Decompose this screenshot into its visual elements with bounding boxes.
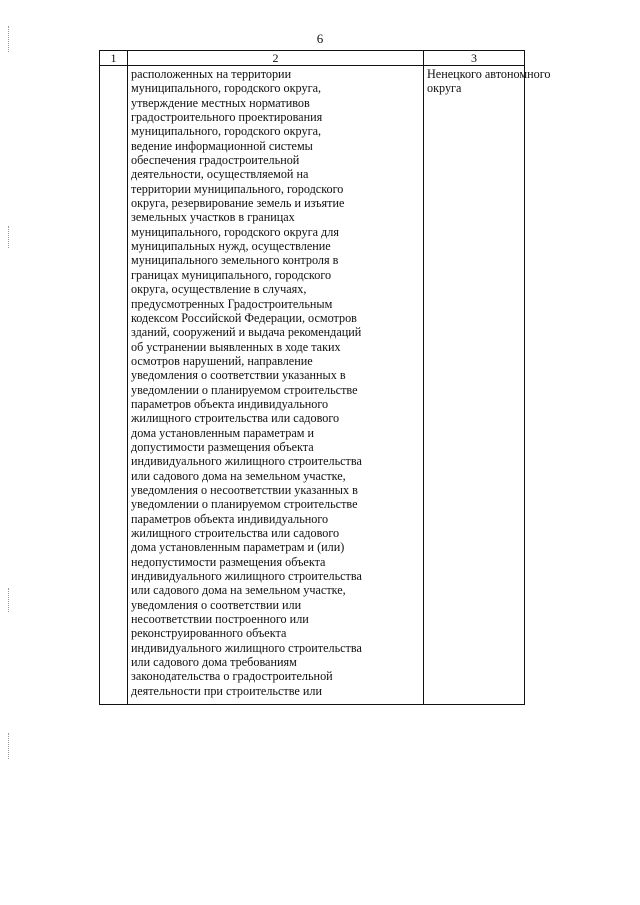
column-2-text-line: недопустимости размещения объекта (131, 554, 326, 569)
column-2-text-line: муниципального, городского округа, (131, 81, 322, 96)
column-2-text-line: муниципального, городского округа для (131, 224, 339, 239)
column-2-text-line: земельных участков в границах (131, 210, 295, 225)
column-2-text-line: муниципальных нужд, осуществление (131, 239, 331, 254)
column-header-1: 1 (110, 51, 117, 65)
column-2-text-line: уведомлении о планируемом строительстве (131, 497, 358, 512)
column-2-text-line: обеспечения градостроительной (131, 153, 300, 168)
column-2-text-line: ведение информационной системы (131, 138, 313, 153)
column-header-2: 2 (272, 51, 279, 65)
column-2-text-line: зданий, сооружений и выдача рекомендаций (131, 325, 362, 340)
column-divider-2 (423, 51, 424, 704)
column-3-text-line: округа (427, 81, 462, 96)
column-2-text-line: утверждение местных нормативов (131, 95, 310, 110)
column-2-text-line: уведомления о несоответствии указанных в (131, 482, 358, 497)
column-header-3: 3 (471, 51, 477, 65)
column-2-text-line: уведомления о соответствии указанных в (131, 368, 346, 383)
document-table (99, 50, 551, 705)
column-2-text-line: дома установленным параметрам и (131, 425, 315, 440)
column-2-text-line: округа, осуществление в случаях, (131, 282, 307, 297)
column-2-text-line: параметров объекта индивидуального (131, 396, 329, 411)
column-3-cell-text (427, 67, 551, 96)
column-2-text-line: муниципального земельного контроля в (131, 253, 339, 268)
scan-margin-dots-lower (8, 588, 11, 612)
column-2-cell-text (131, 67, 362, 698)
column-2-text-line: или садового дома на земельном участке, (131, 468, 346, 483)
scan-margin-dots-middle (8, 226, 11, 248)
column-2-text-line: жилищного строительства или садового (131, 411, 340, 426)
column-2-text-line: расположенных на территории (131, 67, 292, 81)
scan-margin-dots-top (8, 26, 11, 52)
column-2-text-line: деятельности при строительстве или (131, 683, 322, 698)
column-2-text-line: округа, резервирование земель и изъятие (131, 196, 345, 211)
column-2-text-line: кодексом Российской Федерации, осмотров (131, 310, 357, 325)
column-2-text-line: градостроительного проектирования (131, 110, 323, 125)
column-2-text-line: уведомлении о планируемом строительстве (131, 382, 358, 397)
scan-margin-dots-bottom (8, 733, 11, 759)
column-2-text-line: дома установленным параметрам и (или) (131, 540, 345, 555)
column-2-text-line: об устранении выявленных в ходе таких (131, 339, 341, 354)
column-2-text-line: параметров объекта индивидуального (131, 511, 329, 526)
column-2-text-line: или садового дома на земельном участке, (131, 583, 346, 598)
column-divider-1 (127, 51, 128, 704)
column-2-text-line: или садового дома требованиям (131, 655, 297, 670)
column-3-text-line: Ненецкого автономного (427, 67, 551, 81)
column-2-text-line: территории муниципального, городского (131, 181, 344, 196)
header-row-divider (100, 65, 524, 66)
column-2-text-line: деятельности, осуществляемой на (131, 167, 309, 182)
column-2-text-line: жилищного строительства или садового (131, 526, 340, 540)
column-2-text-line: индивидуального жилищного строительства (131, 640, 362, 655)
column-2-text-line: реконструированного объекта (131, 626, 287, 641)
column-2-text-line: законодательства о градостроительной (131, 669, 333, 684)
column-2-text-line: индивидуального жилищного строительства (131, 454, 362, 469)
column-2-text-line: несоответствии построенного или (131, 612, 309, 627)
column-2-text-line: допустимости размещения объекта (131, 439, 314, 454)
column-2-text-line: границах муниципального, городского (131, 267, 332, 282)
column-2-text-line: осмотров нарушений, направление (131, 353, 313, 368)
column-2-text-line: уведомления о соответствии или (131, 597, 302, 612)
column-2-text-line: индивидуального жилищного строительства (131, 569, 362, 584)
column-2-text-line: предусмотренных Градостроительным (131, 296, 333, 311)
page-number: 6 (316, 31, 324, 46)
column-2-text-line: муниципального, городского округа, (131, 124, 322, 139)
